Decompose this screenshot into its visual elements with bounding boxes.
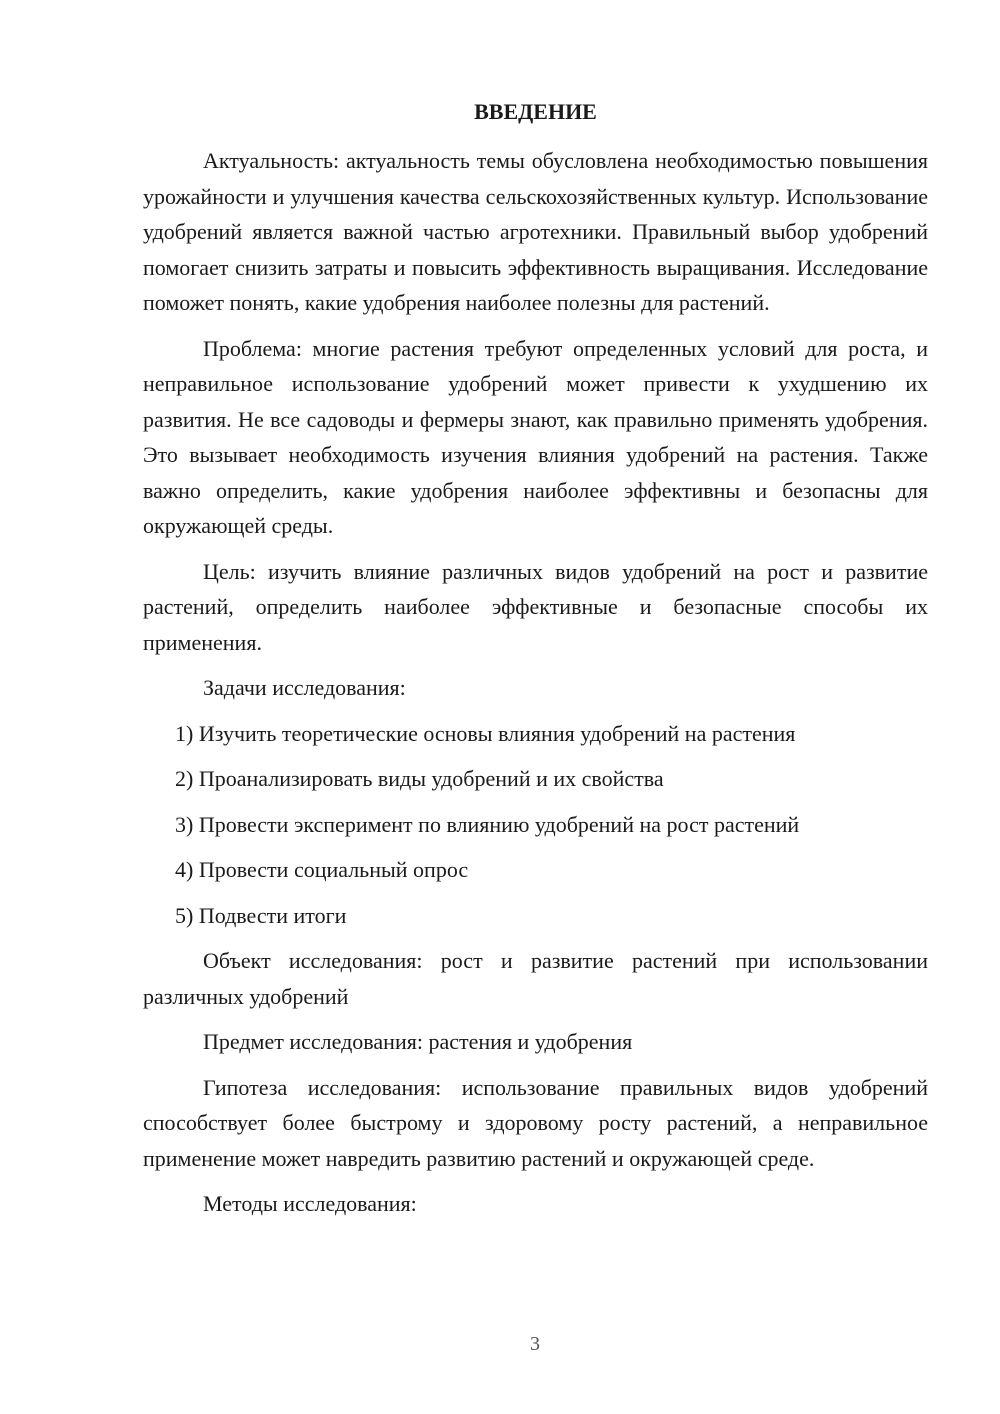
problem-paragraph: Проблема: многие растения требуют определенных условий для роста, и неправильное использование удобрений может привести к ухудшению их развития. Не все садоводы и фермеры знают, как правильно применять удобрения. Это вызывает необходимость изучения влияния удобрений на растения. Также важно определить, какие удобрения наиболее эффективны и безопасны для окружающей среды. xyxy=(143,335,928,538)
methods-heading: Методы исследования: xyxy=(203,1191,417,1216)
tasks-heading: Задачи исследования: xyxy=(203,675,406,700)
task-item: 2) Проанализировать виды удобрений и их свойства xyxy=(175,766,664,791)
relevance-paragraph: Актуальность: актуальность темы обусловлена необходимостью повышения урожайности и улучшения качества сельскохозяйственных культур. Использование удобрений является важной частью агротехники. Правильный выбор удобрений помогает снизить затраты и повысить эффективность выращивания. Исследование поможет понять, какие удобрения наиболее полезны для растений. xyxy=(143,148,928,315)
task-item: 1) Изучить теоретические основы влияния удобрений на растения xyxy=(175,720,796,746)
page-number: 3 xyxy=(530,1333,540,1355)
subject-paragraph: Предмет исследования: растения и удобрения xyxy=(203,1029,633,1054)
object-paragraph: Объект исследования: рост и развитие растений при использовании различных удобрений xyxy=(143,948,928,1009)
page-content xyxy=(143,94,928,1232)
hypothesis-paragraph: Гипотеза исследования: использование правильных видов удобрений способствует более быстрому и здоровому росту растений, а неправильное применение может навредить развитию растений и окружающей среде. xyxy=(143,1074,928,1171)
page-title: ВВЕДЕНИЕ xyxy=(474,99,597,124)
goal-paragraph: Цель: изучить влияние различных видов удобрений на рост и развитие растений, определить наиболее эффективные и безопасные способы их применения. xyxy=(143,558,928,655)
tasks-list xyxy=(143,716,928,934)
task-item: 3) Провести эксперимент по влиянию удобрений на рост растений xyxy=(175,811,800,837)
task-item: 5) Подвести итоги xyxy=(175,902,347,928)
task-item: 4) Провести социальный опрос xyxy=(175,857,469,882)
